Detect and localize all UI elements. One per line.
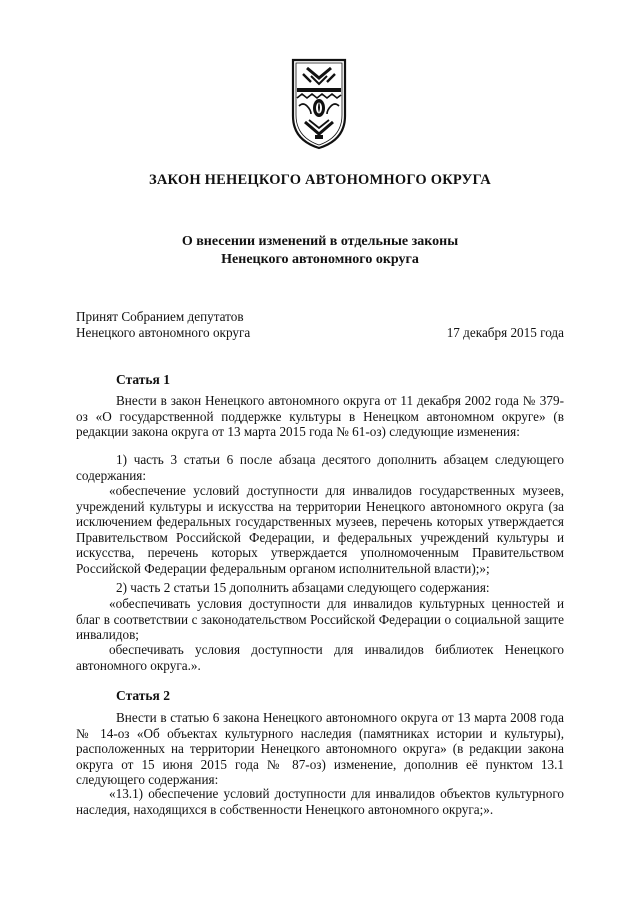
article-1-item-2-quote-2: обеспечивать условия доступности для инвалидов библиотек Ненецкого автономного округа.». — [76, 642, 564, 673]
article-1-item-2: 2) часть 2 статьи 15 дополнить абзацами следующего содержания: — [116, 580, 490, 595]
adopted-line-2: Ненецкого автономного округа — [76, 325, 251, 340]
subtitle-line-1: О внесении изменений в отдельные законы — [181, 234, 459, 249]
article-1-item-1: 1) часть 3 статьи 6 после абзаца десятого дополнить абзацем следующего содержания: — [76, 452, 564, 483]
article-1-item-2-quote-1: «обеспечивать условия доступности для инвалидов культурных ценностей и благ в соответствии с законодательством Российской Федерации о социальной защите инвалидов; — [76, 596, 564, 643]
article-2-heading: Статья 2 — [116, 688, 170, 703]
adoption-statement — [76, 309, 250, 341]
article-2-intro: Внести в статью 6 закона Ненецкого автономного округа от 13 марта 2008 года № 14-оз «Об объектах культурного наследия (памятниках истории и культуры), расположенных на территории Ненецкого автономного округа» (в редакции закона округа от 15 июня 2015 года № 87-оз) изменение, дополнив её пунктом 13.1 следующего содержания: — [76, 710, 564, 788]
article-1-heading: Статья 1 — [116, 372, 170, 387]
article-1-intro: Внести в закон Ненецкого автономного округа от 11 декабря 2002 года № 379-оз «О государственной поддержке культуры в Ненецком автономном округе» (в редакции закона округа от 13 марта 2015 года № 61-оз) следующие изменения: — [76, 393, 564, 440]
law-title: ЗАКОН НЕНЕЦКОГО АВТОНОМНОГО ОКРУГА — [149, 172, 491, 188]
article-1-item-1-quote: «обеспечение условий доступности для инвалидов государственных музеев, учреждений культуры и искусства на территории Ненецкого автономного округа (за исключением федеральных государственных музеев, перечень которых утверждается Правительством Российской Федерации, и федеральных учреждений культуры и искусства, перечень которых утверждается уполномоченным Правительством Российской Федерации федеральным органом исполнительной власти);»; — [76, 483, 564, 576]
adoption-date: 17 декабря 2015 года — [446, 325, 564, 340]
coat-of-arms-icon — [289, 56, 349, 152]
subtitle-line-2: Ненецкого автономного округа — [221, 252, 419, 267]
law-subtitle — [0, 233, 640, 269]
adopted-line-1: Принят Собранием депутатов — [76, 309, 244, 324]
article-2-quote: «13.1) обеспечение условий доступности для инвалидов объектов культурного наследия, находящихся в собственности Ненецкого автономного округа;». — [76, 786, 564, 817]
coat-of-arms-emblem — [289, 56, 349, 152]
